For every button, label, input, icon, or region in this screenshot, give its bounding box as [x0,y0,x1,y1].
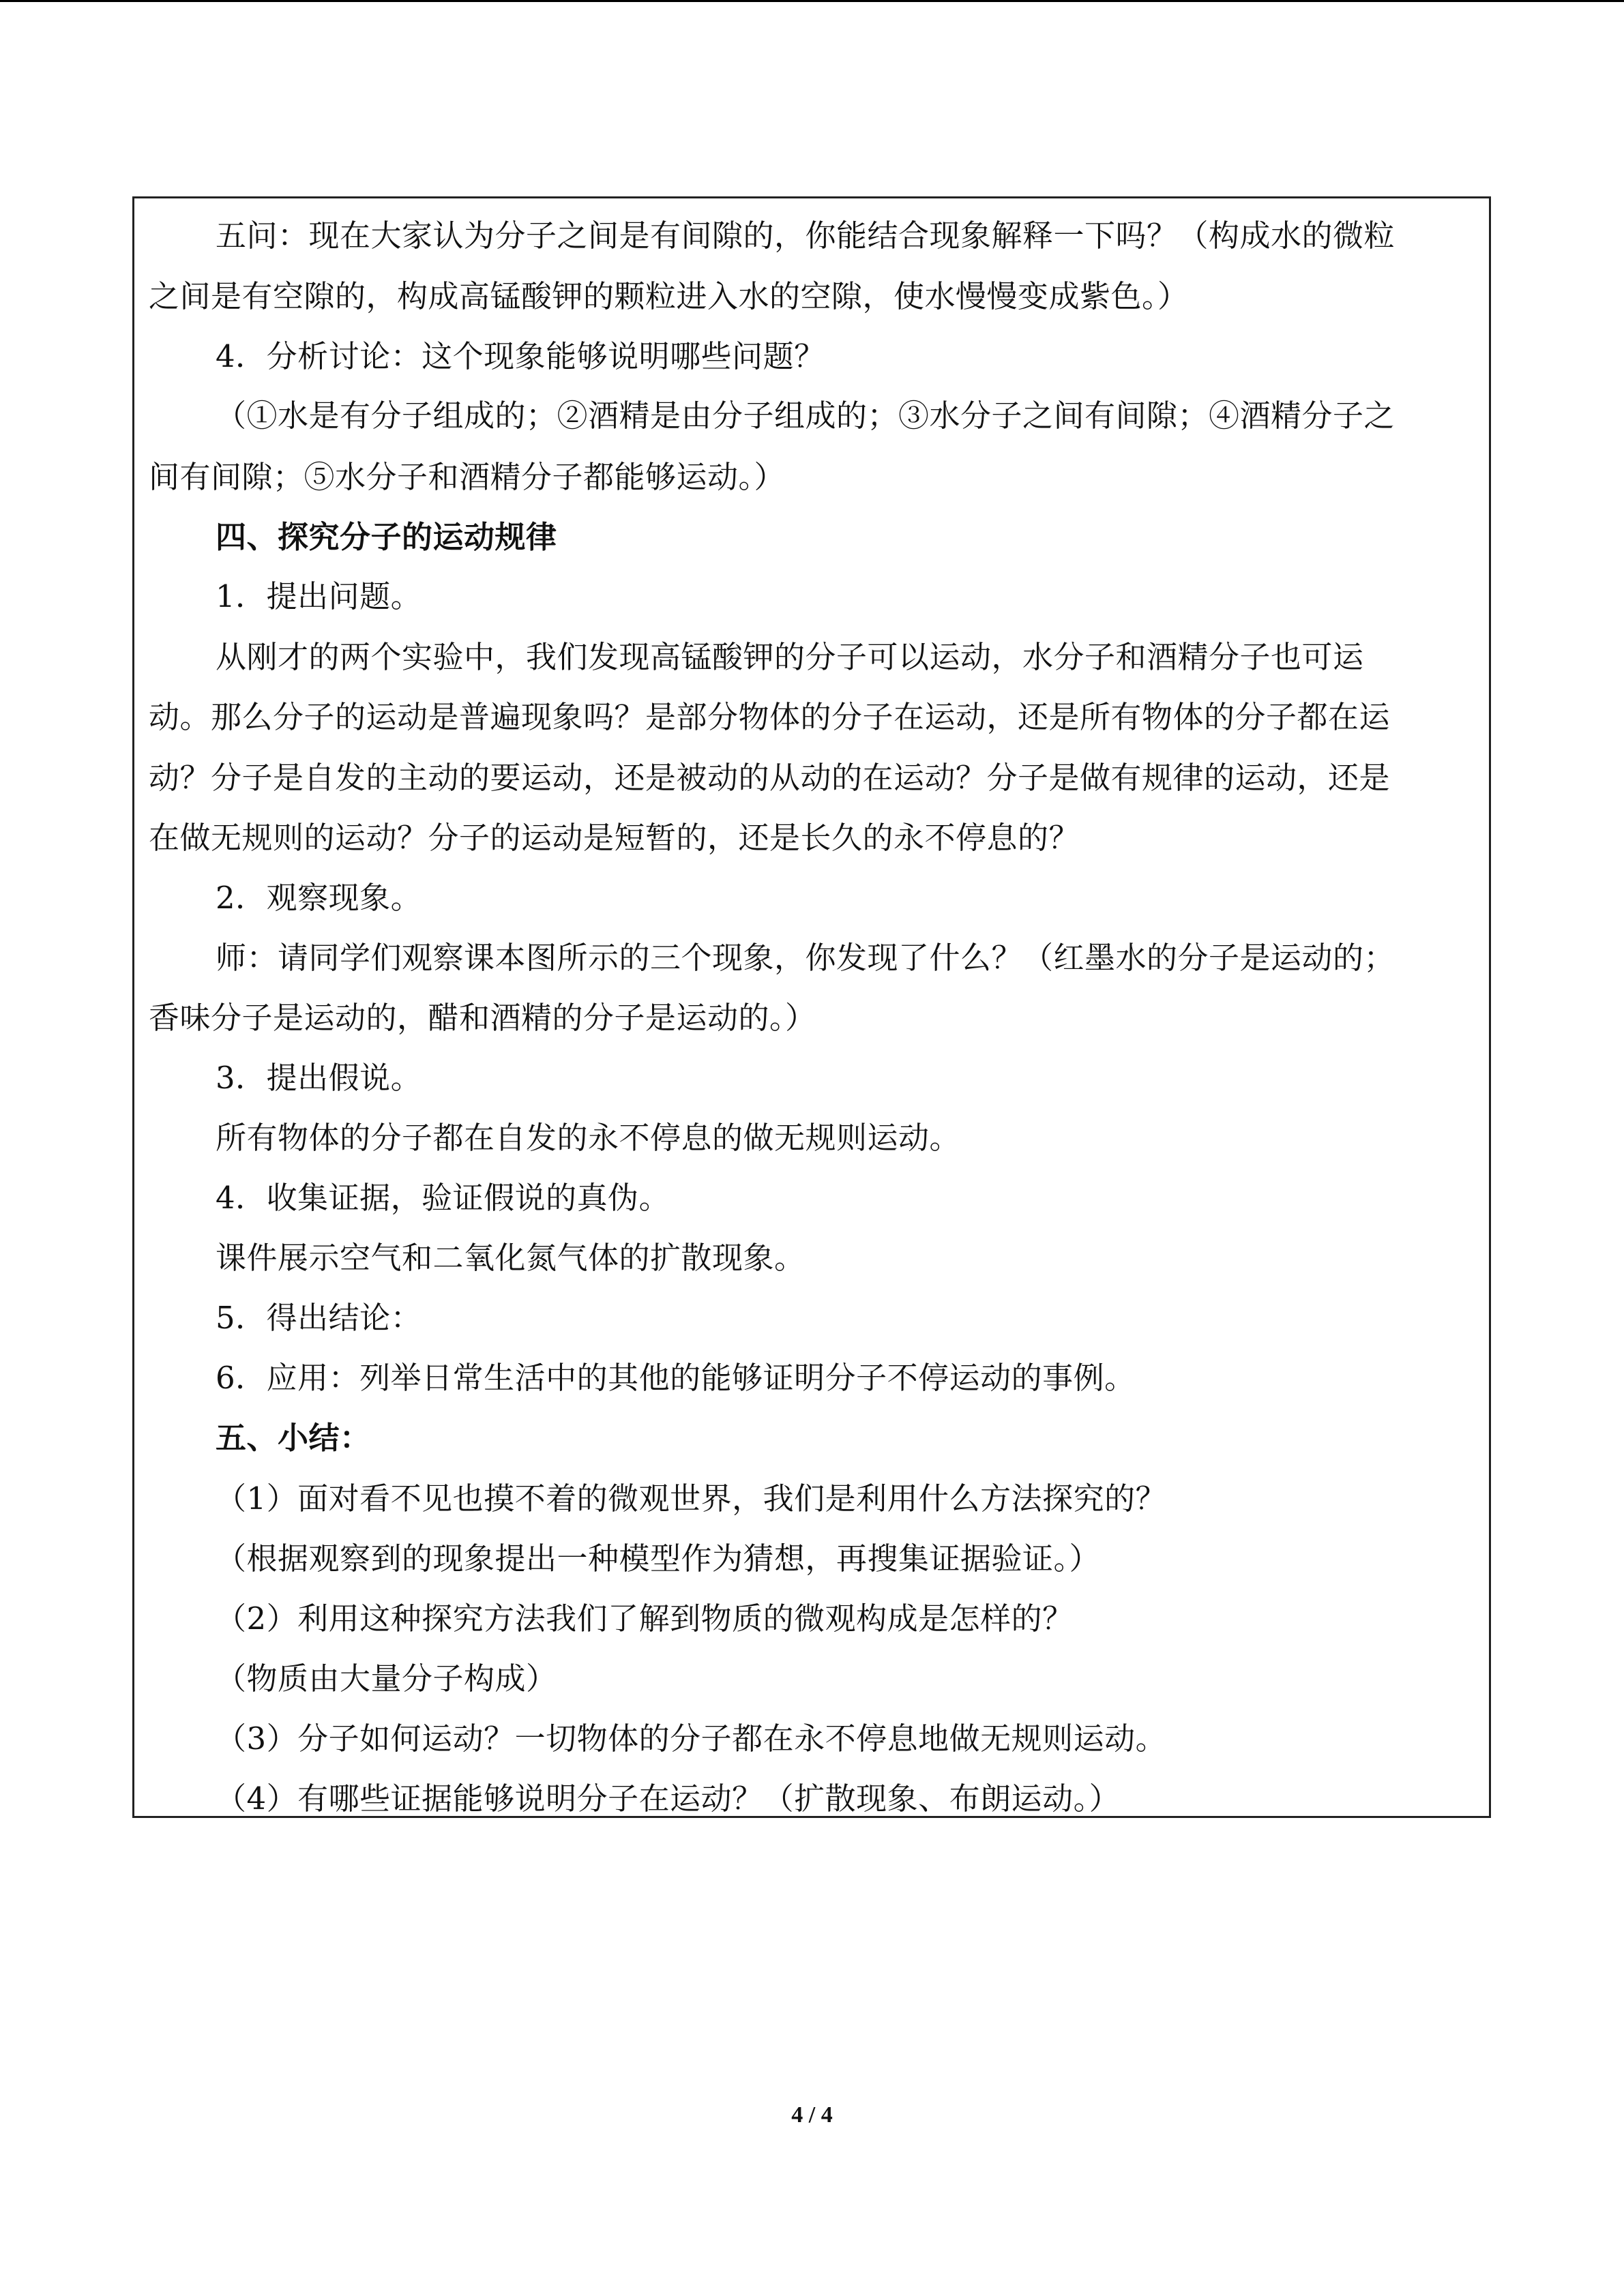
text-line: 在做无规则的运动？分子的运动是短暂的，还是长久的永不停息的？ [149,820,1080,856]
text-line: （物质由大量分子构成） [216,1660,557,1697]
text-line: 4．收集证据，验证假说的真伪。 [216,1180,670,1216]
text-line: 五问：现在大家认为分子之间是有间隙的，你能结合现象解释一下吗？（构成水的微粒 [216,218,1396,254]
section-heading: 五、小结： [216,1420,371,1456]
text-line: 从刚才的两个实验中，我们发现高锰酸钾的分子可以运动，水分子和酒精分子也可运 [216,639,1364,675]
text-line: 香味分子是运动的，醋和酒精的分子是运动的。） [149,1000,816,1036]
text-line: （1）面对看不见也摸不着的微观世界，我们是利用什么方法探究的？ [216,1480,1167,1517]
text-line: 2．观察现象。 [216,880,422,916]
page-number: 4 / 4 [791,2102,833,2128]
text-line: 之间是有空隙的，构成高锰酸钾的颗粒进入水的空隙，使水慢慢变成紫色。） [149,278,1189,314]
text-line: （2）利用这种探究方法我们了解到物质的微观构成是怎样的？ [216,1600,1074,1637]
text-line: 师：请同学们观察课本图所示的三个现象，你发现了什么？（红墨水的分子是运动的； [216,940,1396,976]
page-top-border [0,0,1624,2]
text-line: 课件展示空气和二氧化氮气体的扩散现象。 [216,1240,806,1276]
text-line: 4．分析讨论：这个现象能够说明哪些问题？ [216,338,825,374]
text-line: （3）分子如何运动？一切物体的分子都在永不停息地做无规则运动。 [216,1720,1167,1757]
section-heading: 四、探究分子的运动规律 [216,519,557,555]
text-line: 1．提出问题。 [216,578,422,614]
text-line: 3．提出假说。 [216,1060,422,1096]
text-line: 动。那么分子的运动是普遍现象吗？是部分物体的分子在运动，还是所有物体的分子都在运 [149,699,1391,735]
text-line: （①水是有分子组成的；②酒精是由分子组成的；③水分子之间有间隙；④酒精分子之 [216,398,1396,434]
text-line: 6．应用：列举日常生活中的其他的能够证明分子不停运动的事例。 [216,1360,1136,1396]
text-line: 间有间隙；⑤水分子和酒精分子都能够运动。） [149,459,786,495]
text-line: （4）有哪些证据能够说明分子在运动？（扩散现象、布朗运动。） [216,1780,1121,1817]
text-line: 动？分子是自发的主动的要运动，还是被动的从动的在运动？分子是做有规律的运动，还是 [149,760,1391,796]
text-line: 5．得出结论： [216,1300,422,1336]
text-line: （根据观察到的现象提出一种模型作为猜想，再搜集证据验证。） [216,1540,1101,1577]
text-line: 所有物体的分子都在自发的永不停息的做无规则运动。 [216,1120,961,1156]
